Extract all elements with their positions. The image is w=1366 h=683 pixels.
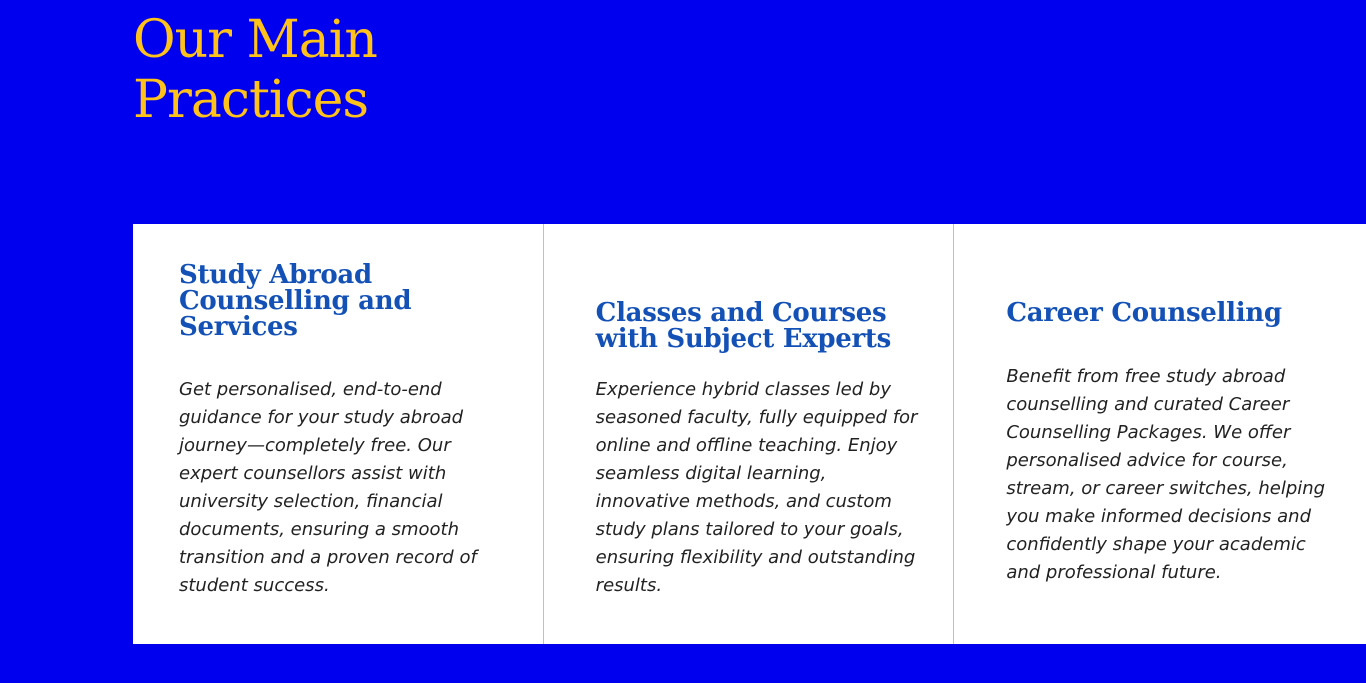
practice-card-description: Get personalised, end-to-end guidance for your study abroad journey—completely free. Our expert counsellors assist with university selection, financial documents, ensuring a smooth transition and a proven record of student success. bbox=[179, 379, 477, 596]
practice-card-title: Career Counselling bbox=[1006, 298, 1282, 328]
practice-card-study-abroad bbox=[133, 224, 544, 644]
practice-card-description: Experience hybrid classes led by seasoned faculty, fully equipped for online and offline teaching. Enjoy seamless digital learning, innovative methods, and custom study plans tailored to your goals, ensuring flexibility and outstanding results. bbox=[595, 379, 918, 596]
practice-card-title: Classes and Courses with Subject Experts bbox=[595, 298, 891, 354]
practices-cards bbox=[133, 224, 1366, 644]
practice-card-career-counselling bbox=[954, 224, 1366, 644]
practice-card-description: Benefit from free study abroad counselling and curated Career Counselling Packages. We offer personalised advice for course, stream, or career switches, helping you make informed decisions and confidently shape your academic and professional future. bbox=[1006, 366, 1326, 583]
practice-card-classes-courses bbox=[544, 224, 955, 644]
practice-card-title: Study Abroad Counselling and Services bbox=[179, 260, 412, 342]
page-title: Our Main Practices bbox=[133, 10, 377, 130]
